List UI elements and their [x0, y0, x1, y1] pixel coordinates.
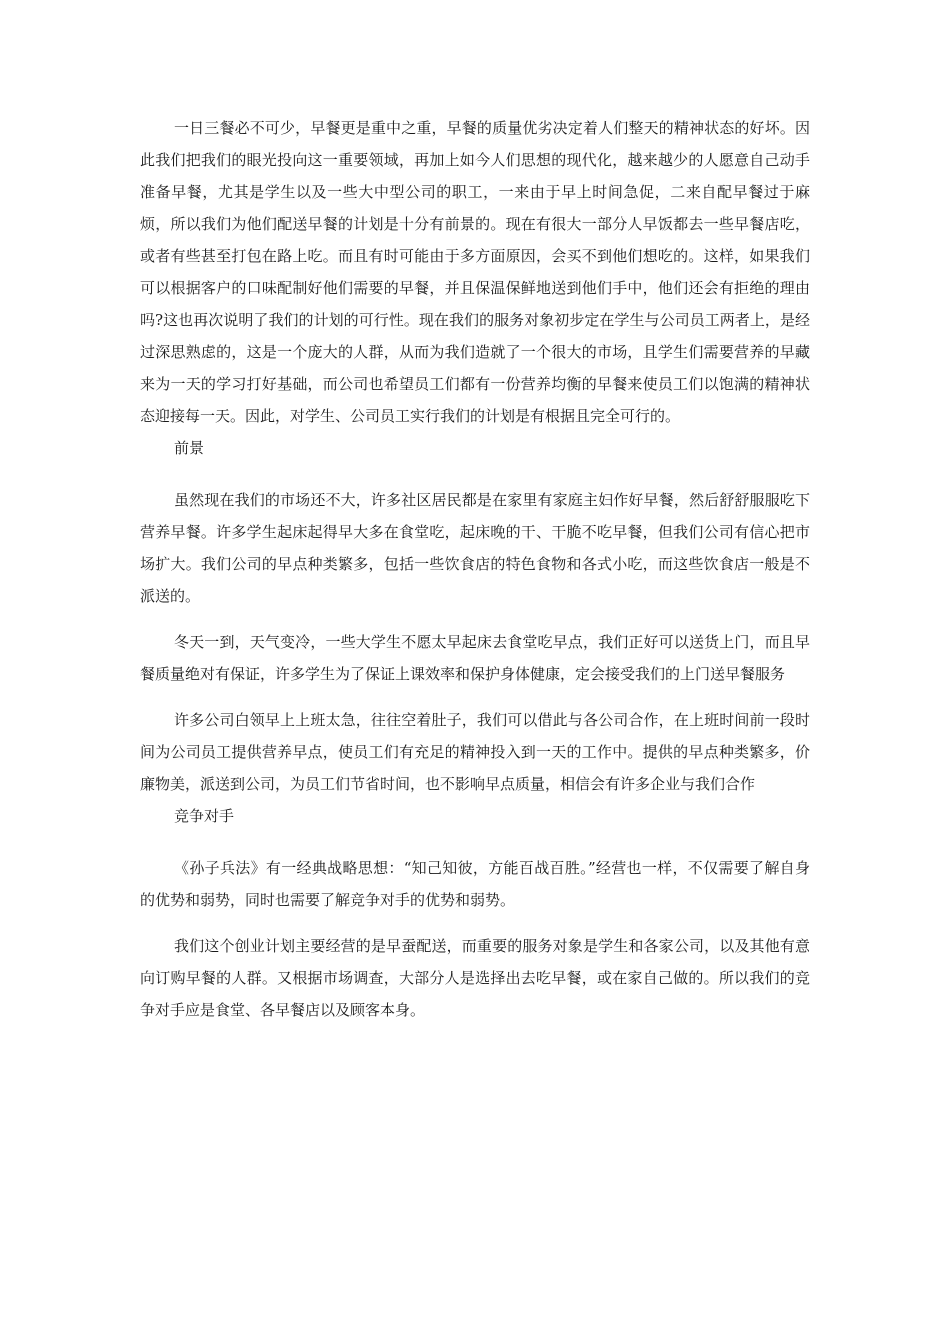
- intro-paragraph: 一日三餐必不可少，早餐更是重中之重，早餐的质量优劣决定着人们整天的精神状态的好坏。因此我们把我们的眼光投向这一重要领域，再加上如今人们思想的现代化，越来越少的人愿意自己动手准备早餐，尤其是学生以及一些大中型公司的职工，一来由于早上时间急促，二来自配早餐过于麻烦，所以我们为他们配送早餐的计划是十分有前景的。现在有很大一部分人早饭都去一些早餐店吃，或者有些甚至打包在路上吃。而且有时可能由于多方面原因，会买不到他们想吃的。这样，如果我们可以根据客户的口味配制好他们需要的早餐，并且保温保鲜地送到他们手中，他们还会有拒绝的理由吗?这也再次说明了我们的计划的可行性。现在我们的服务对象初步定在学生与公司员工两者上，是经过深思熟虑的，这是一个庞大的人群，从而为我们造就了一个很大的市场，且学生们需要营养的早藏来为一天的学习打好基础，而公司也希望员工们都有一份营养均衡的早餐来使员工们以饱满的精神状态迎接每一天。因此，对学生、公司员工实行我们的计划是有根据且完全可行的。: [140, 119, 810, 425]
- prospects-paragraph-2: 冬天一到，天气变冷，一些大学生不愿太早起床去食堂吃早点，我们正好可以送货上门，而且早餐质量绝对有保证，许多学生为了保证上课效率和保护身体健康，定会接受我们的上门送早餐服务: [140, 633, 810, 683]
- document-body: [140, 112, 810, 1026]
- competitors-paragraph-1: 《孙子兵法》有一经典战略思想：“知己知彼，方能百战百胜。”经营也一样，不仅需要了解自身的优势和弱势，同时也需要了解竞争对手的优势和弱势。: [140, 859, 810, 909]
- section-heading-prospects: 前景: [174, 439, 205, 457]
- prospects-paragraph-1: 虽然现在我们的市场还不大，许多社区居民都是在家里有家庭主妇作好早餐，然后舒舒服服吃下营养早餐。许多学生起床起得早大多在食堂吃，起床晚的干、干脆不吃早餐，但我们公司有信心把市场扩大。我们公司的早点种类繁多，包括一些饮食店的特色食物和各式小吃，而这些饮食店一般是不派送的。: [140, 491, 810, 605]
- competitors-paragraph-2: 我们这个创业计划主要经营的是早蚕配送，而重要的服务对象是学生和各家公司，以及其他有意向订购早餐的人群。又根据市场调查，大部分人是选择出去吃早餐，或在家自己做的。所以我们的竞争对手应是食堂、各早餐店以及顾客本身。: [140, 937, 810, 1019]
- prospects-paragraph-3: 许多公司白领早上上班太急，往往空着肚子，我们可以借此与各公司合作，在上班时间前一段时间为公司员工提供营养早点，使员工们有充足的精神投入到一天的工作中。提供的早点种类繁多，价廉物美，派送到公司，为员工们节省时间，也不影响早点质量，相信会有许多企业与我们合作: [140, 711, 810, 793]
- section-heading-competitors: 竞争对手: [174, 807, 235, 825]
